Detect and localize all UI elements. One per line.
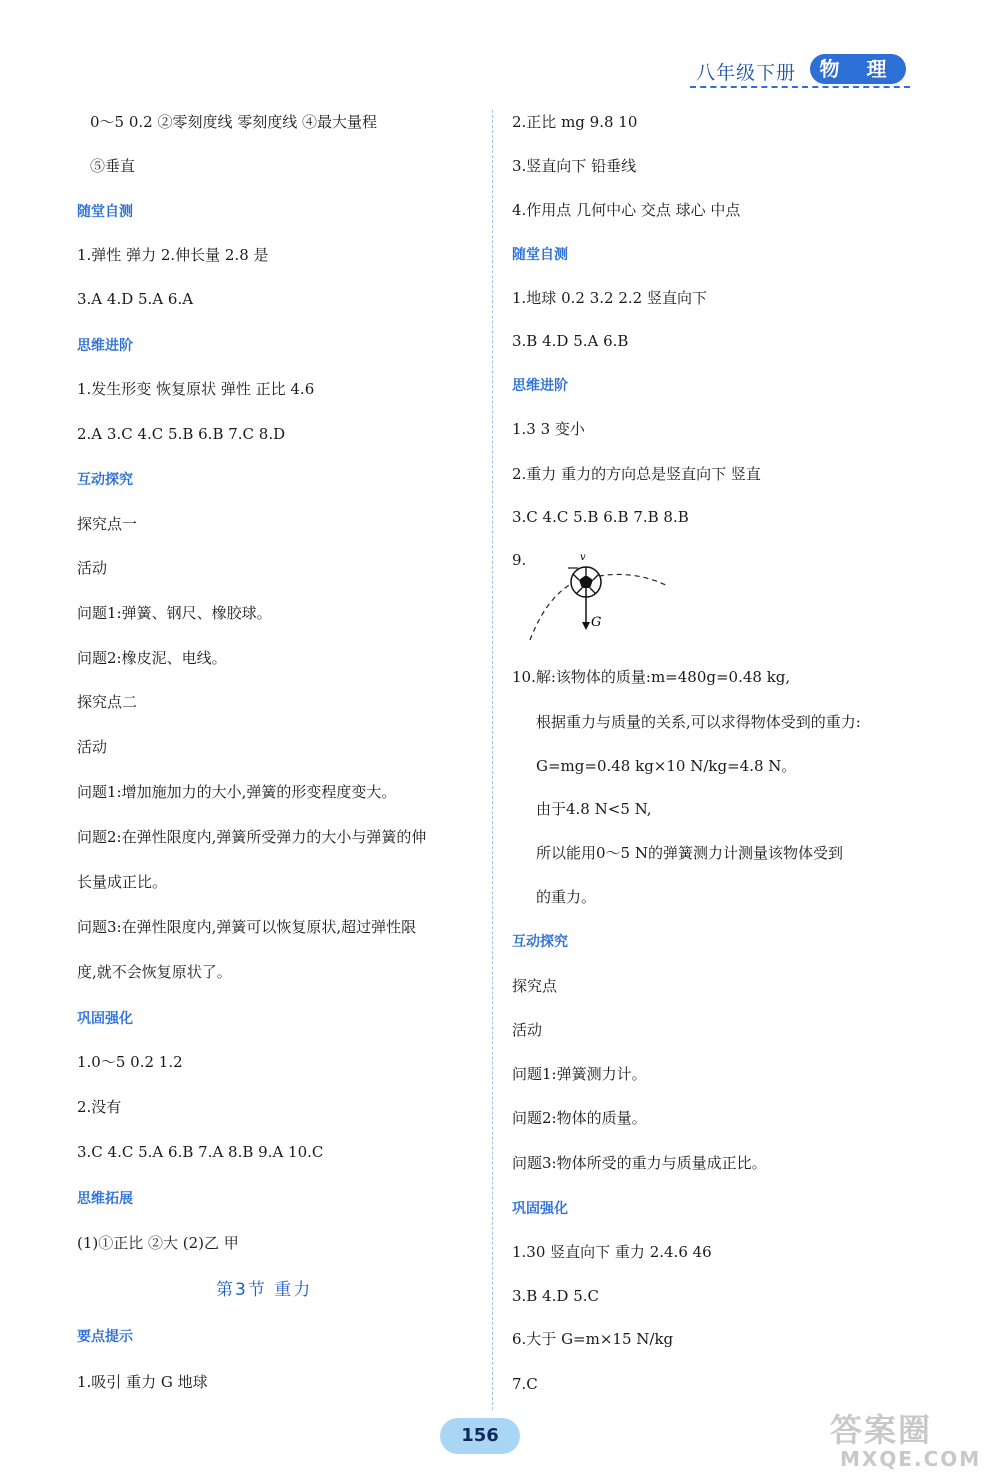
section-heading: 随堂自测 (77, 204, 133, 220)
answer-line: 探究点二 (77, 693, 138, 711)
watermark-line1: 答案圈 (830, 1411, 933, 1449)
header-divider (690, 86, 910, 88)
section-heading: 思维进阶 (77, 338, 133, 354)
chapter-title: 第3节 重力 (216, 1280, 313, 1300)
answer-line: 所以能用0～5 N的弹簧测力计测量该物体受到 (536, 844, 843, 862)
answer-line: (1)①正比 ②大 (2)乙 甲 (77, 1234, 239, 1252)
answer-line: 2.正比 mg 9.8 10 (512, 113, 638, 131)
section-heading: 要点提示 (77, 1329, 133, 1345)
answer-line: 9. (512, 551, 527, 569)
answer-line: 3.B 4.D 5.C (512, 1287, 599, 1305)
gravity-arrow-head (582, 622, 590, 630)
grade-label: 八年级下册 (696, 62, 797, 84)
answer-line: 探究点一 (77, 515, 138, 533)
answer-line: 1.地球 0.2 3.2 2.2 竖直向下 (512, 289, 707, 307)
answer-line: 问题3:在弹性限度内,弹簧可以恢复原状,超过弹性限 (77, 918, 417, 936)
answer-line: 1.吸引 重力 G 地球 (77, 1373, 208, 1391)
force-label: G (591, 615, 602, 630)
section-heading: 巩固强化 (77, 1011, 133, 1027)
subject-badge: 物 理 (810, 54, 906, 84)
section-heading: 互动探究 (512, 934, 568, 950)
answer-line: 问题1:增加施加力的大小,弹簧的形变程度变大。 (77, 783, 397, 801)
answer-line: 问题2:物体的质量。 (512, 1109, 647, 1127)
ball-trajectory-figure (520, 548, 670, 648)
answer-line: G=mg=0.48 kg×10 N/kg=4.8 N。 (536, 757, 797, 775)
answer-line: 根据重力与质量的关系,可以求得物体受到的重力: (536, 713, 861, 731)
column-divider (492, 110, 493, 1410)
answer-line: 3.C 4.C 5.A 6.B 7.A 8.B 9.A 10.C (77, 1143, 324, 1161)
answer-line: 1.发生形变 恢复原状 弹性 正比 4.6 (77, 380, 315, 398)
answer-line: 2.A 3.C 4.C 5.B 6.B 7.C 8.D (77, 425, 286, 443)
answer-line: 1.3 3 变小 (512, 420, 585, 438)
answer-line: 6.大于 G=m×15 N/kg (512, 1330, 674, 1348)
section-heading: 思维进阶 (512, 378, 568, 394)
answer-line: 问题1:弹簧、钢尺、橡胶球。 (77, 604, 272, 622)
section-heading: 互动探究 (77, 472, 133, 488)
page-header (690, 52, 910, 92)
section-heading: 巩固强化 (512, 1201, 568, 1217)
answer-line: 3.竖直向下 铅垂线 (512, 157, 637, 175)
answer-line: 探究点 (512, 977, 558, 995)
answer-line: 0～5 0.2 ②零刻度线 零刻度线 ④最大量程 (90, 113, 378, 131)
answer-line: 3.B 4.D 5.A 6.B (512, 332, 629, 350)
velocity-label: v (580, 552, 586, 563)
answer-line: 活动 (77, 559, 108, 577)
answer-line: 2.重力 重力的方向总是竖直向下 竖直 (512, 465, 761, 483)
answer-line: 问题2:在弹性限度内,弹簧所受弹力的大小与弹簧的伸 (77, 828, 427, 846)
page-number: 156 (440, 1418, 520, 1454)
answer-line: 活动 (77, 738, 108, 756)
answer-line: 由于4.8 N<5 N, (536, 800, 652, 818)
trajectory-right-dashes (590, 574, 668, 586)
watermark (830, 1405, 1000, 1475)
answer-line: ⑤垂直 (90, 157, 136, 175)
answer-line: 1.30 竖直向下 重力 2.4.6 46 (512, 1243, 712, 1261)
watermark-line2: MXQE.COM (840, 1447, 982, 1471)
answer-line: 度,就不会恢复原状了。 (77, 963, 232, 981)
answer-line: 1.0～5 0.2 1.2 (77, 1053, 183, 1071)
answer-line: 2.没有 (77, 1098, 122, 1116)
section-heading: 随堂自测 (512, 247, 568, 263)
answer-line: 3.C 4.C 5.B 6.B 7.B 8.B (512, 508, 689, 526)
answer-line: 3.A 4.D 5.A 6.A (77, 290, 194, 308)
answer-line: 10.解:该物体的质量:m=480g=0.48 kg, (512, 668, 791, 686)
answer-line: 4.作用点 几何中心 交点 球心 中点 (512, 201, 741, 219)
answer-line: 长量成正比。 (77, 873, 168, 891)
answer-line: 7.C (512, 1375, 538, 1393)
section-heading: 思维拓展 (77, 1191, 133, 1207)
answer-line: 问题1:弹簧测力计。 (512, 1065, 647, 1083)
answer-line: 问题3:物体所受的重力与质量成正比。 (512, 1154, 767, 1172)
answer-line: 问题2:橡皮泥、电线。 (77, 649, 227, 667)
answer-line: 活动 (512, 1021, 543, 1039)
answer-line: 1.弹性 弹力 2.伸长量 2.8 是 (77, 246, 269, 264)
answer-line: 的重力。 (536, 888, 597, 906)
